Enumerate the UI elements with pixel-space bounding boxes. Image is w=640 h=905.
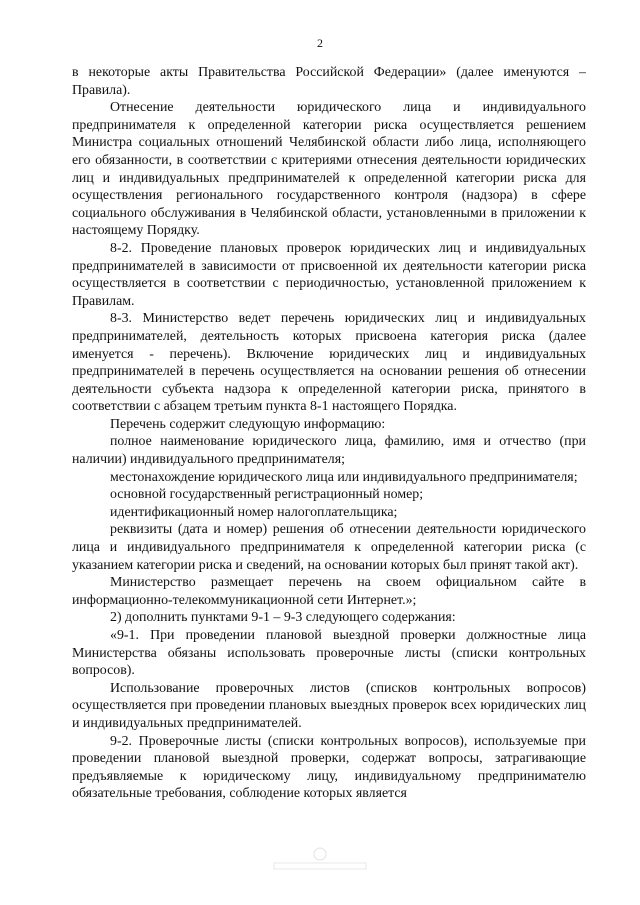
paragraph: Перечень содержит следующую информацию:	[110, 416, 386, 432]
paragraph: в некоторые акты Правительства Российской Федерации» (далее именуются – Правила).	[72, 65, 586, 98]
paragraph: 8-2. Проведение плановых проверок юридических лиц и индивидуальных предпринимателей в зависимости от присвоенной их деятельности категории риска осуществляется в соответствии с периодичностью, установленной приложением к Правилам.	[72, 240, 586, 309]
paragraph: «9-1. При проведении плановой выездной проверки должностные лица Министерства обязаны использовать проверочные листы (списки контрольных вопросов).	[72, 628, 586, 679]
paragraph: Отнесение деятельности юридического лица и индивидуального предпринимателя к определенной категории риска осуществляется решением Министра социальных отношений Челябинской области либо лица, исполняющего его обязанности, в соответствии с критериями отнесения деятельности юридических лиц и индивидуальных предпринимателей к определенной категории риска для осуществления регионального государственного контроля (надзора) в сфере социального обслуживания в Челябинской области, установленными в приложении к настоящему Порядку.	[72, 100, 586, 239]
document-body	[72, 64, 586, 803]
paragraph: Использование проверочных листов (списков контрольных вопросов) осуществляется при проведении плановых выездных проверок всех юридических лиц и индивидуальных предпринимателей.	[72, 680, 586, 731]
paragraph: местонахождение юридического лица или индивидуального предпринимателя;	[110, 469, 578, 485]
paragraph: основной государственный регистрационный номер;	[110, 487, 424, 503]
paragraph: 9-2. Проверочные листы (списки контрольных вопросов), используемые при проведении плановой выездной проверки, содержат вопросы, затрагивающие предъявляемые к юридическому лицу, индивидуальному предпринимателю обязательные требования, соблюдение которых является	[72, 733, 586, 802]
faint-stamp-mark	[270, 846, 370, 872]
paragraph: 2) дополнить пунктами 9-1 – 9-3 следующего содержания:	[110, 610, 456, 626]
paragraph: полное наименование юридического лица, фамилию, имя и отчество (при наличии) индивидуального предпринимателя;	[72, 434, 586, 468]
paragraph: 8-3. Министерство ведет перечень юридических лиц и индивидуальных предпринимателей, деятельность которых присвоена категория риска (далее именуется - перечень). Включение юридических лиц и индивидуальных предпринимателей в перечень осуществляется на основании решения об отнесении деятельности субъекта надзора к определенной категории риска, принятого в соответствии с абзацем третьим пункта 8-1 настоящего Порядка.	[72, 311, 586, 415]
paragraph: реквизиты (дата и номер) решения об отнесении деятельности юридического лица и индивидуального предпринимателя к определенной категории риска (с указанием категории риска и сведений, на основании которых был принят такой акт).	[72, 522, 586, 573]
paragraph: идентификационный номер налогоплательщика;	[110, 504, 398, 520]
paragraph: Министерство размещает перечень на своем официальном сайте в информационно-телекоммуникационной сети Интернет.»;	[72, 575, 586, 608]
page-number: 2	[317, 36, 323, 50]
